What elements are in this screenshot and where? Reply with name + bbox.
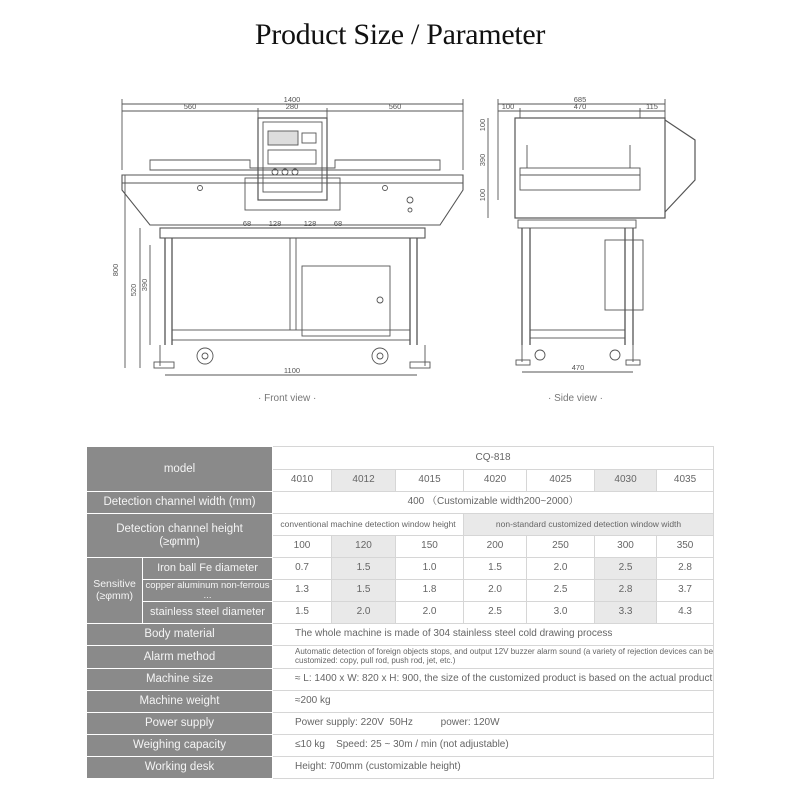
conventional-label: conventional machine detection window height (273, 514, 464, 536)
model-cell: 4035 (657, 470, 714, 492)
dim-470-top: 470 (573, 102, 587, 111)
dim-128-left: 128 (268, 219, 282, 228)
fe-cell: 1.0 (396, 558, 464, 580)
ss-cell: 3.0 (527, 602, 595, 624)
nonfe-cell: 1.3 (273, 580, 332, 602)
nonfe-cell: 2.5 (527, 580, 595, 602)
dim-115: 115 (646, 102, 658, 111)
height-cell: 300 (595, 536, 657, 558)
weighing-capacity-value: ≤10 kg Speed: 25 ~ 30m / min (not adjustable) (273, 735, 714, 757)
dim-520: 520 (129, 283, 138, 297)
working-desk-value: Height: 700mm (customizable height) (273, 757, 714, 779)
dim-470-base: 470 (571, 363, 585, 372)
height-label (87, 514, 273, 558)
height-cell: 250 (527, 536, 595, 558)
alarm-method-label: Alarm method (87, 646, 273, 669)
dim-100-upper: 100 (478, 118, 487, 132)
dim-100-side: 100 (501, 102, 515, 111)
dim-560-right: 560 (388, 102, 402, 111)
fe-cell: 2.5 (595, 558, 657, 580)
model-cell: 4030 (595, 470, 657, 492)
model-label: model (87, 447, 273, 492)
nonfe-cell: 3.7 (657, 580, 714, 602)
machine-size-label: Machine size (87, 669, 273, 691)
height-label-line2: (≥φmm) (159, 535, 200, 548)
sensitive-label-line1: Sensitive (93, 578, 136, 591)
nonfe-cell: 1.5 (332, 580, 396, 602)
nonfe-cell: 2.8 (595, 580, 657, 602)
model-cell: 4025 (527, 470, 595, 492)
ss-cell: 1.5 (273, 602, 332, 624)
model-cell: 4012 (332, 470, 396, 492)
parameter-table (86, 446, 714, 779)
nonfe-cell: 2.0 (464, 580, 527, 602)
nonfe-label: copper aluminum non-ferrous ... (143, 580, 273, 602)
width-label: Detection channel width (mm) (87, 492, 273, 514)
body-material-value: The whole machine is made of 304 stainless steel cold drawing process (273, 624, 714, 646)
nonstandard-label: non-standard customized detection window width (464, 514, 714, 536)
dim-280: 280 (285, 102, 299, 111)
dim-800: 800 (111, 263, 120, 277)
dim-1400: 1400 (283, 95, 301, 104)
dim-68-right: 68 (333, 219, 343, 228)
front-view-caption: · Front view · (258, 393, 317, 404)
sensitive-label (87, 558, 143, 624)
dim-560-left: 560 (183, 102, 197, 111)
height-cell: 120 (332, 536, 396, 558)
front-view-drawing (122, 99, 463, 375)
side-view-drawing (488, 99, 695, 372)
ss-cell: 2.5 (464, 602, 527, 624)
fe-cell: 0.7 (273, 558, 332, 580)
model-cell: 4015 (396, 470, 464, 492)
model-name: CQ-818 (273, 447, 714, 470)
height-cell: 350 (657, 536, 714, 558)
machine-size-value: ≈ L: 1400 x W: 820 x H: 900, the size of the customized product is based on the actual product (273, 669, 714, 691)
fe-cell: 2.8 (657, 558, 714, 580)
alarm-method-value: Automatic detection of foreign objects stops, and output 12V buzzer alarm sound (a variety of rejection devices can be customized: copy, pull rod, push rod, jet, etc.) (273, 646, 714, 669)
power-supply-label: Power supply (87, 713, 273, 735)
ss-cell: 2.0 (396, 602, 464, 624)
fe-cell: 1.5 (332, 558, 396, 580)
sensitive-label-line2: (≥φmm) (95, 589, 134, 602)
technical-drawings (0, 90, 800, 420)
ss-label: stainless steel diameter (143, 602, 273, 624)
height-cell: 100 (273, 536, 332, 558)
fe-label: Iron ball Fe diameter (143, 558, 273, 580)
model-cell: 4020 (464, 470, 527, 492)
machine-weight-label: Machine weight (87, 691, 273, 713)
body-material-label: Body material (87, 624, 273, 646)
width-value: 400 （Customizable width200~2000） (273, 492, 714, 514)
height-label-line1: Detection channel height (116, 523, 243, 536)
weighing-capacity-label: Weighing capacity (87, 735, 273, 757)
nonfe-cell: 1.8 (396, 580, 464, 602)
model-cell: 4010 (273, 470, 332, 492)
fe-cell: 1.5 (464, 558, 527, 580)
ss-cell: 4.3 (657, 602, 714, 624)
dim-1100: 1100 (283, 366, 301, 375)
working-desk-label: Working desk (87, 757, 273, 779)
dim-128-right: 128 (303, 219, 317, 228)
power-supply-value: Power supply: 220V 50Hz power: 120W (273, 713, 714, 735)
height-cell: 200 (464, 536, 527, 558)
fe-cell: 2.0 (527, 558, 595, 580)
ss-cell: 2.0 (332, 602, 396, 624)
side-view-caption: · Side view · (548, 393, 604, 404)
machine-weight-value: ≈200 kg (273, 691, 714, 713)
height-cell: 150 (396, 536, 464, 558)
ss-cell: 3.3 (595, 602, 657, 624)
dim-68-left: 68 (242, 219, 252, 228)
dim-685: 685 (573, 95, 587, 104)
page-title: Product Size / Parameter (254, 18, 546, 51)
dim-390-side: 390 (478, 153, 487, 167)
dim-390-front: 390 (140, 278, 149, 292)
dim-100-lower: 100 (478, 188, 487, 202)
